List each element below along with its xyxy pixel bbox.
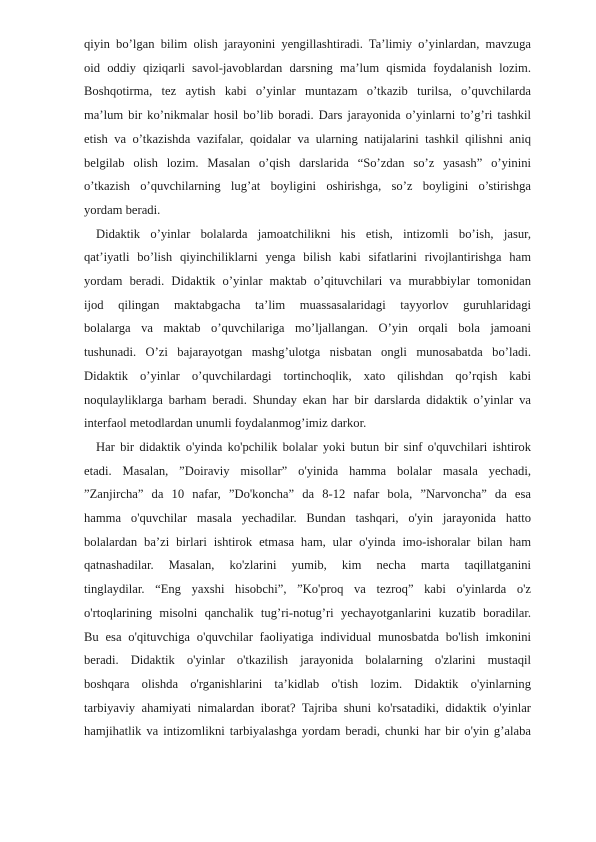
text-line: qatnashadilar. Masalan, ko'zlarini yumib, kim necha marta taqillatganini [84,558,531,573]
text-line: interfaol metodlardan unumli foydalanmog’imiz darkor. [84,416,367,431]
text-line: noqulayliklarga barham beradi. Shunday ekan har bir darslarda didaktik o’yinlar va [84,392,531,407]
text-line: hamjihatlik va intizomlikni tarbiyalashga yordam beradi, chunki har bir o'yin g’alaba [84,724,531,739]
text-line: boshqara olishda o'rganishlarini ta’kidlab o'tish lozim. Didaktik o'yinlarning [84,676,531,691]
text-line: bolalarga va maktab o’quvchilariga mo’ljallangan. O’yin orqali bola jamoani [84,321,531,336]
text-line: etish va o’tkazishda vazifalar, qoidalar va ularning natijalarini tashkil qilishni aniq [84,131,531,146]
text-line: yordam beradi. Didaktik o’yinlar maktab o’qituvchilari va murabbiylar tomonidan [84,274,531,289]
text-line: qiyin bo’lgan bilim olish jarayonini yengillashtiradi. Ta’limiy o’yinlardan, mavzuga [84,37,531,51]
text-line: yordam beradi. [84,202,161,217]
text-line: tushunadi. O’zi bajarayotgan mashg’ulotga nisbatan ongli munosabatda bo’ladi. [84,345,531,360]
text-line: o'rtoqlarining misolni qanchalik tug’ri-notug’ri yechayotganlarini kuzatib boradilar. [84,605,531,620]
text-line: bolalardan ba’zi birlari ishtirok etmasa ham, ular o'yinda imo-ishoralar bilan ham [84,534,531,549]
text-line: o’tkazish o’quvchilarning lug’at boyligini oshirishga, so’z boyligini o’stirishga [84,179,531,194]
text-line: etadi. Masalan, ”Doiraviy misollar” o'yinida hamma bolalar masala yechadi, [84,463,531,478]
text-line: beradi. Didaktik o'yinlar o'tkazilish jarayonida bolalarning o'zlarini mustaqil [84,653,531,668]
text-line: ijod qilingan maktabgacha ta’lim muassasalaridagi tayyorlov guruhlaridagi [84,297,531,312]
document-page [84,33,531,744]
text-line: belgilab olish lozim. Masalan o’qish darslarida “So’zdan so’z yasash” o’yinini [84,155,531,170]
text-line: Boshqotirma, tez aytish kabi o’yinlar muntazam o’tkazib turilsa, o’quvchilarda [84,84,531,99]
text-line: ma’lum bir ko’nikmalar hosil bo’lib boradi. Dars jarayonida o’yinlarni to’g’ri tashkil [84,108,531,123]
text-line: Didaktik o’yinlar o’quvchilardagi tortinchoqlik, xato qilishdan qo’rqish kabi [84,368,531,383]
text-line: Didaktik o’yinlar bolalarda jamoatchilikni his etish, intizomli bo’ish, jasur, [96,226,531,241]
text-line: tarbiyaviy ahamiyati nimalardan iborat? Tajriba shuni ko'rsatadiki, didaktik o'yinlar [84,700,531,715]
text-line: Bu esa o'qituvchiga o'quvchilar faoliyatiga individual munosbatda bo'lish imkonini [84,629,531,644]
text-line: oid oddiy qiziqarli savol-javoblardan darsning ma’lum qismida foydalanish lozim. [84,60,531,75]
text-line: Har bir didaktik o'yinda ko'pchilik bolalar yoki butun bir sinf o'quvchilari ishtirok [96,439,531,454]
text-line: tinglaydilar. “Eng yaxshi hisobchi”, ”Ko'proq va tezroq” kabi o'yinlarda o'z [84,582,531,597]
text-line: qat’iyatli bo’lish qiyinchiliklarni yenga bilish kabi sifatlarini rivojlantirishga ham [84,250,531,265]
text-line: hamma o'quvchilar masala yechadilar. Bundan tashqari, o'yin jarayonida hatto [84,511,531,526]
text-line: ”Zanjircha” da 10 nafar, ”Do'koncha” da 8-12 nafar bola, ”Narvoncha” da esa [84,487,531,502]
